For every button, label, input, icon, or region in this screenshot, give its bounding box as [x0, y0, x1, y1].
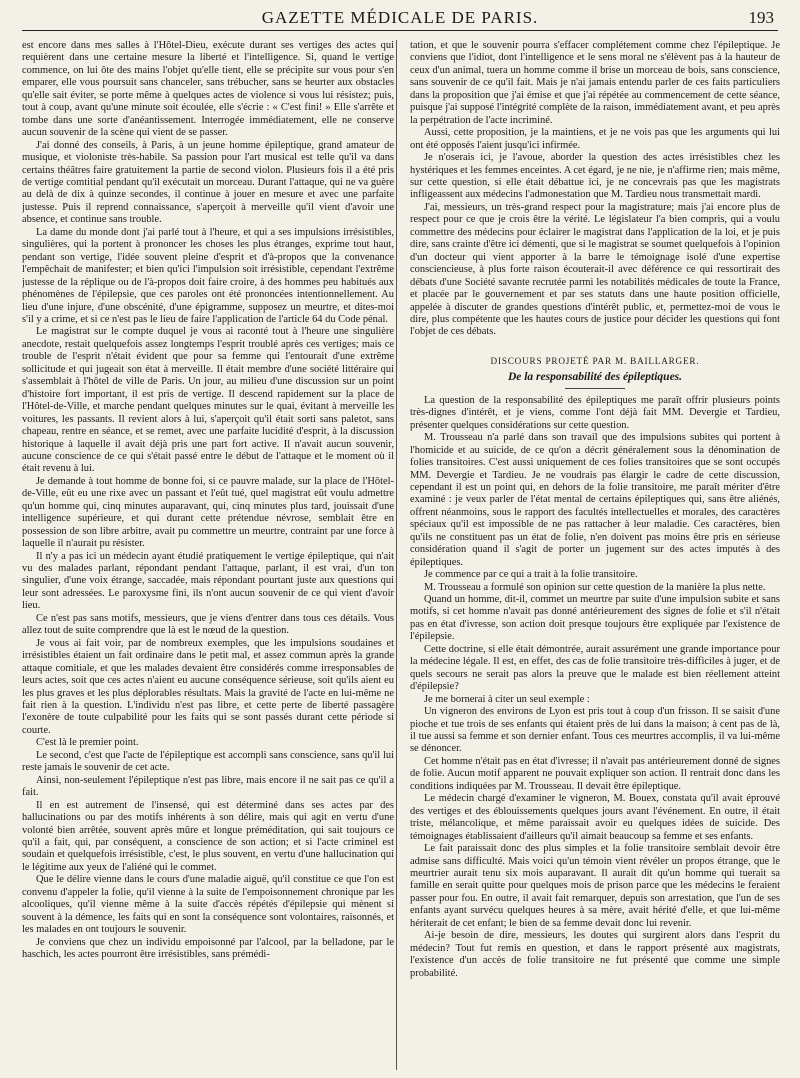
paragraph: Cette doctrine, si elle était démontrée, aurait assurément une grande importance pour la médecine légale. Il est, en effet, des cas de folie transitoire très-difficiles à juger, et de quels secours ne serait pas alors la preuve que le malade est bien réellement atteint d'épilepsie?: [410, 643, 780, 693]
paragraph: Il en est autrement de l'insensé, qui est déterminé dans ses actes par des hallucinations ou par des motifs inhérents à son délire, mais qui agit en vertu d'une volonté bien arrêtée, souvent après mûre et longue préméditation, qui sait toujours ce qu'il a fait, qui, par conséquent, a conscience de son action; et si l'acte criminel est soudain et quelquefois irrésistible, c'est, le plus souvent, en vertu d'une hallucination qui le légitime aux yeux de l'aliéné qui le commet.: [22, 799, 394, 873]
paragraph: Je n'oserais ici, je l'avoue, aborder la question des actes irrésistibles chez les hystériques et les femmes enceintes. A cet égard, je ne nie, je n'affirme rien; mais même, sur cette question, si elle était débattue ici, je ne concevrais pas que les magistrats infligeassent aux médecins l'admonestation que M. Tardieu nous transmettait mardi.: [410, 152, 780, 201]
paragraph: Le fait paraissait donc des plus simples et la folie transitoire semblait devoir être admise sans difficulté. Mais voici qu'un témoin vient révéler un propos étrange, que le meurtrier aurait tenu six mois auparavant. Il aurait dit qu'un homme qui tuerait sa famille en serait quitte pour quelques mois de prison parce que les médecins le feraient passer pour fou. En outre, il avait fait remarquer, depuis son arrestation, que l'un de ses enfants ayant survécu quelques heures à sa mère, avait hérité d'elle, et que lui-même hériterait de cet enfant; le bien de sa femme devait donc lui revenir.: [410, 843, 780, 929]
page-header: [22, 8, 778, 31]
paragraph: Le second, c'est que l'acte de l'épileptique est accompli sans conscience, sans qu'il lui reste jamais le souvenir de cet acte.: [22, 749, 394, 774]
paragraph: Quand un homme, dit-il, commet un meurtre par suite d'une impulsion subite et sans motifs, si cet homme n'avait pas donné antérieurement des signes de folie et s'il n'était pas en état d'ivresse, son action doit presque toujours être expliquée par l'existence de l'épilepsie.: [410, 594, 780, 643]
paragraph: Ai-je besoin de dire, messieurs, les doutes qui surgirent alors dans l'esprit du médecin? Tout fut remis en question, et dans le rapport présenté aux magistrats, l'existence d'un accès de folie transitoire ne fut présenté que comme une simple probabilité.: [410, 930, 780, 979]
paragraph: Ainsi, non-seulement l'épileptique n'est pas libre, mais encore il ne sait pas ce qu'il a fait.: [22, 774, 394, 799]
journal-title: GAZETTE MÉDICALE DE PARIS.: [261, 8, 539, 27]
page-number: 193: [748, 8, 774, 27]
paragraph: Il n'y a pas ici un médecin ayant étudié pratiquement le vertige épileptique, qui n'ait vu des malades parlant, répondant pendant l'attaque, parlant, il est vrai, d'un ton singulier, d'une voix étrange, saccadée, mais répondant pourtant juste aux questions qui leur sont adressées. Le paroxysme fini, ils n'ont aucun souvenir de ce qui vient d'avoir lieu.: [22, 550, 394, 612]
paragraph: Je conviens que chez un individu empoisonné par l'alcool, par la belladone, par le haschich, les actes pourront être irrésistibles, sans prémédi-: [22, 936, 394, 961]
paragraph: Cet homme n'était pas en état d'ivresse; il n'avait pas antérieurement donné de signes de folie. Aucun motif apparent ne pouvait expliquer son action. Il rentrait donc dans les conditions indiquées par M. Trousseau. Il devait être épileptique.: [410, 755, 780, 792]
left-column: [22, 40, 394, 1070]
paragraph: Que le délire vienne dans le cours d'une maladie aiguë, qu'il constitue ce que l'on est convenu d'appeler la folie, qu'il vienne à la suite de l'empoisonnement chronique par les alcooliques, qu'il vienne même à la suite d'accès répétés d'épilepsie qui mènent si souvent à la démence, les faits qui en sont la conséquence sont volontaires, raisonnés, et les malades en ont toujours le souvenir.: [22, 874, 394, 936]
paragraph: M. Trousseau a formulé son opinion sur cette question de la manière la plus nette.: [424, 581, 766, 593]
column-divider: [396, 40, 397, 1070]
paragraph: est encore dans mes salles à l'Hôtel-Dieu, exécute durant ses vertiges des actes qui requièrent dans une certaine mesure la liberté et l'intelligence. Si, quand le vertige commence, on lui ôte des mains l'objet qu'elle tient, elle se précipite sur vous pour s'en emparer, elle vous poursuit sans chanceler, sans trébucher, sans se heurter aux obstacles qu'elle sait éviter, se porte même à quelques actes de violence si vous lui résistez; puis, tout à coup, avant qu'une minute soit écoulée, elle s'écrie : « C'est fini! » Elle s'arrête et tombe dans une sorte d'anéantissement. Interrogée immédiatement, elle ne conserve aucun souvenir de la scène qui vient de se passer.: [22, 40, 394, 139]
paragraph: Je demande à tout homme de bonne foi, si ce pauvre malade, sur la place de l'Hôtel-de-Ville, eût eu une rixe avec un passant et l'eût tué, quel magistrat eût voulu admettre qu'un homme qui, cinq minutes auparavant, qui, cinq minutes plus tard, jouissait d'une intelligence supérieure, et qui durant cette prétendue névrose, semblait être en possession de son libre arbitre, avait pu commettre un meurtre, contraint par une force à laquelle il n'aurait pu résister.: [22, 475, 394, 550]
paragraph: Je commence par ce qui a trait à la folie transitoire.: [424, 569, 638, 581]
paragraph: Le magistrat sur le compte duquel je vous ai raconté tout à l'heure une singulière anecdote, restait quelquefois assez longtemps l'esprit troublé après ces vertiges; mais ce trouble de l'esprit n'était évident que pour sa femme qui l'entourait d'une extrême sollicitude et qui jugeait son état à merveille. Il était membre d'une société littéraire qui s'assemblait à l'hôtel de ville de Paris. Un jour, au milieu d'une discussion sur un point d'histoire fort important, il est pris de vertige. Il descend rapidement sur la place de l'Hôtel-de-Ville, et marche pendant quelques minutes sur le quai, évitant à merveille les voitures, les passants. Il revient alors à lui, s'aperçoit qu'il était sorti sans paletot, sans chapeau, rentre en séance, et se remet, avec une parfaite lucidité d'esprit, à la discussion historique à laquelle il avait déjà pris une part fort active. Il n'avait aucun souvenir, aucune conscience de ce qui s'était passé entre le début de l'attaque et le moment où il était revenu à lui.: [22, 326, 394, 475]
section-heading: DISCOURS PROJETÉ PAR M. BAILLARGER.: [490, 355, 700, 366]
paragraph: Ce n'est pas sans motifs, messieurs, que je viens d'entrer dans tous ces détails. Vous allez tout de suite comprendre que là est le nœud de la question.: [22, 612, 394, 637]
paragraph: Un vigneron des environs de Lyon est pris tout à coup d'un frisson. Il se saisit d'une pioche et tue trois de ses enfants qui étaient près de lui dans la maison; à cent pas de là, il tue aussi sa femme et son dernier enfant. Tous ces meurtres accomplis, il va lui-même se dénoncer.: [410, 706, 780, 755]
paragraph: Aussi, cette proposition, je la maintiens, et je ne vois pas que les arguments qui lui ont été opposés l'aient jusqu'ici infirmée.: [410, 127, 780, 151]
paragraph: Le médecin chargé d'examiner le vigneron, M. Bouex, constata qu'il avait éprouvé des vertiges et des éblouissements quelques jours avant l'événement. En outre, il était triste, mélancolique, et même paraissait avoir eu quelques idées de suicide. Des témoignages établissaient d'ailleurs qu'il aimait beaucoup sa femme et ses enfants.: [410, 793, 780, 842]
paragraph: Je vous ai fait voir, par de nombreux exemples, que les impulsions soudaines et irrésistibles étaient un fait ordinaire dans le petit mal, et assez commun après la grande attaque comitiale, et que les malades devaient être considérés comme irresponsables de leurs actes, soit que ces actes n'aient eu aucune conséquence sérieuse, soit qu'ils aient eu les plus graves et les plus déplorables résultats. Mais la gravité de l'acte en lui-même ne fait rien à la question. L'individu n'est pas libre, et cette perte de liberté passagère l'exonère de toute culpabilité pour les faits qui se sont passés durant cette période si courte.: [22, 637, 394, 736]
paragraph: M. Trousseau n'a parlé dans son travail que des impulsions subites qui portent à l'homicide et au suicide, de ce qu'on a décrit généralement sous la dénomination de folies transitoires. C'est aussi uniquement de ces folies transitoires que se sont occupés MM. Devergie et Tardieu. Je ne voudrais pas élargir le cadre de cette discussion, cependant il est un point qui, en dehors de la folie transitoire, me paraît mériter d'être examiné : je veux parler de l'état mental de certains épileptiques qui, sans être aliénés, offrent néanmoins, sous le rapport des facultés intellectuelles et morales, des caractères spéciaux qu'il est impossible de ne pas rattacher à leur maladie. Ces caractères, bien qu'ils ne constituent pas un état de folie, n'en doivent pas moins être pris en sérieuse considération quand il s'agit de porter un jugement sur des actes imputés à des épileptiques.: [410, 432, 780, 568]
paragraph: La question de la responsabilité des épileptiques me paraît offrir plusieurs points très-dignes d'intérêt, et je viens, comme l'ont déjà fait MM. Devergie et Tardieu, présenter quelques considérations sur cette question.: [410, 394, 780, 431]
right-column: [410, 40, 780, 1070]
paragraph: Je me bornerai à citer un seul exemple :: [424, 693, 590, 705]
paragraph: La dame du monde dont j'ai parlé tout à l'heure, et qui a ses impulsions irrésistibles, singulières, qui la portent à prononcer les choses les plus étranges, exprime tout haut, pendant son vertige, l'idée souvent pleine d'esprit et d'à-propos que la convenance l'empêchait de manifester; et bien qu'ici l'impulsion soit irrésistible, cependant l'extrême justesse de la réplique ou de l'à-propos doit faire croire, à des hommes peu habitués aux phénomènes de l'épilepsie, que ces paroles ont été prononcées intentionnellement. Au lieu d'une injure, d'une obscénité, d'une épigramme, supposez un meurtre, et dites-moi s'il y a crime, et si ce n'est pas le lieu de faire l'application de l'article 64 du Code pénal.: [22, 226, 394, 325]
paragraph: J'ai donné des conseils, à Paris, à un jeune homme épileptique, grand amateur de musique, et violoniste très-habile. Sa passion pour l'art musical est telle qu'il va dans certains théâtres faire gratuitement la partie de second violon. Plusieurs fois il a été pris de vertige comtitial pendant qu'il exécutait un morceau. Durant l'attaque, qui ne va guère au delà de dix à quinze secondes, il continue à jouer en mesure et avec une parfaite justesse. Puis il reprend connaissance, s'aperçoit à merveille qu'il vient d'avoir une absence, et continue sans trouble.: [22, 139, 394, 226]
paragraph: tation, et que le souvenir pourra s'effacer complétement comme chez l'épileptique. Je conviens que l'idiot, dont l'intelligence et le sens moral ne s'élèvent pas à la hauteur de ceux d'un animal, tuera un homme comme il brise un morceau de bois, sans conscience, sans souvenir de ce qu'il fait. Mais je n'ai jamais entendu parler de ces faits particuliers dans la proposition que j'ai émise et que j'ai répétée au commencement de cette séance, puisque j'ai supposé l'intégrité complète de la raison, immédiatement avant, et peu après la perpétration de l'acte incriminé.: [410, 40, 780, 126]
section-subheading: De la responsabilité des épileptiques.: [410, 371, 780, 388]
paragraph: C'est là le premier point.: [36, 737, 139, 749]
paragraph: J'ai, messieurs, un très-grand respect pour la magistrature; mais j'ai encore plus de respect pour ce que je crois être la vérité. Le législateur l'a bien compris, qui a voulu commettre des médecins pour éclairer le magistrat dans l'application de la loi, et je puis dire, sans crainte d'être ici démenti, que si le magistrat se soumet quelquefois à l'opinion d'un docteur qui vient apporter à la barre le témoignage isolé d'une expertise consciencieuse, à plus forte raison écouterait-il avec déférence ce qui ressortirait des débats d'une Société savante recrutée parmi les notabilités médicales de toute la France, et placée par le gouvernement et par ses statuts dans une haute position officielle, appelée à discuter de grandes questions d'intérêt public, et, permettez-moi de vous le dire, plus compétente que les hautes cours de justice pour décider les questions qui font l'objet de ces débats.: [410, 201, 780, 338]
